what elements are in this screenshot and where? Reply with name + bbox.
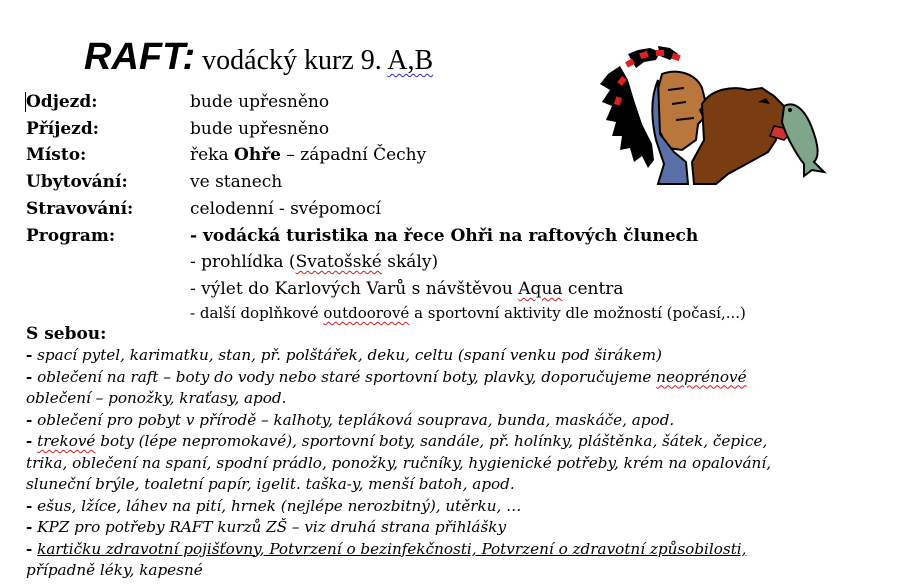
p2a: - prohlídka (: [190, 252, 296, 272]
info-label: Ubytování:: [26, 172, 128, 192]
sebou-list: [26, 345, 886, 582]
sebou-heading: S sebou:: [26, 324, 107, 344]
list-text: KPZ pro potřeby RAFT kurzů ZŠ – viz druhá strana přihlášky: [37, 518, 507, 536]
native-chief-bear-fish-logo-icon: [598, 44, 828, 190]
p4b: outdoorové: [323, 304, 410, 322]
list-text: ešus, lžíce, láhev na pití, hrnek (nejlépe nerozbitný), utěrku, …: [37, 496, 522, 515]
list-item-cont: [26, 388, 886, 410]
p2c: skály): [381, 252, 439, 272]
list-item: [26, 539, 886, 561]
list-item: [26, 410, 886, 432]
misto-pre: řeka: [190, 145, 235, 165]
info-value: bude upřesněno: [190, 92, 330, 112]
p3b: Aqua: [518, 279, 563, 299]
page-title: [84, 36, 433, 79]
bullet-dash: -: [26, 539, 33, 558]
p3a: - výlet do Karlových Varů s návštěvou: [190, 279, 519, 299]
title-rest-text: vodácký kurz 9.: [195, 45, 388, 76]
info-value: bude upřesněno: [190, 119, 330, 139]
info-value: [190, 145, 426, 165]
p4a: - další doplňkové: [190, 304, 324, 322]
list-text: oblečení na raft – boty do vody nebo staré sportovní boty, plavky, doporučujeme: [37, 367, 657, 386]
program-text: [190, 252, 438, 272]
list-text-underlined: kartičku zdravotní pojišťovny, Potvrzení o bezinfekčnosti, Potvrzení o zdravotní způsobilosti,: [37, 539, 747, 558]
p2b: Svatošské: [295, 252, 382, 272]
program-text: [190, 279, 624, 299]
list-text: případně léky, kapesné: [26, 561, 203, 579]
bullet-dash: -: [26, 496, 33, 515]
bullet-dash: -: [26, 410, 33, 429]
bullet-dash: -: [26, 367, 33, 386]
bullet-dash: -: [26, 518, 33, 536]
p3c: centra: [562, 279, 624, 299]
list-text: spací pytel, karimatku, stan, př. polštářek, deku, celtu (spaní venku pod širákem): [37, 346, 662, 364]
p4c: a sportovní aktivity dle možností (počasí,...): [409, 304, 746, 322]
list-item: [26, 496, 886, 518]
info-value: ve stanech: [190, 172, 283, 192]
list-text: boty (lépe nepromokavé), sportovní boty, sandále, př. holínky, pláštěnka, šátek, čepice,: [95, 432, 768, 450]
info-label: Program:: [26, 226, 116, 246]
misto-post: – západní Čechy: [280, 145, 427, 165]
info-label: Odjezd:: [26, 92, 98, 112]
title-rest: [195, 45, 433, 76]
info-label: Stravování:: [26, 199, 134, 219]
program-text: [190, 303, 746, 323]
list-text: oblečení – ponožky, kraťasy, apod.: [26, 389, 287, 407]
info-label: Příjezd:: [26, 119, 99, 139]
bullet-dash: -: [26, 432, 33, 450]
title-class: A,B: [387, 45, 434, 76]
list-item-cont: [26, 560, 886, 582]
list-item: [26, 345, 886, 367]
list-item: [26, 431, 886, 453]
list-item-cont: [26, 474, 886, 496]
list-text: sluneční brýle, toaletní papír, igelit. taška-y, menší batoh, apod.: [26, 475, 515, 493]
misto-river: Ohře: [234, 145, 281, 165]
list-item: [26, 517, 886, 539]
list-text: oblečení pro pobyt v přírodě – kalhoty, tepláková souprava, bunda, maskáče, apod.: [37, 410, 675, 429]
list-text: trika, oblečení na spaní, spodní prádlo, ponožky, ručníky, hygienické potřeby, krém na opalování,: [26, 453, 772, 472]
list-item-cont: [26, 453, 886, 475]
info-value: - vodácká turistika na řece Ohři na raftových člunech: [190, 226, 699, 246]
info-label: Místo:: [26, 145, 87, 165]
list-text-marked: trekové: [37, 432, 96, 450]
list-item: [26, 367, 886, 389]
bullet-dash: -: [26, 346, 33, 364]
info-value: celodenní - svépomocí: [190, 199, 381, 219]
list-text-marked: neoprénové: [656, 367, 747, 386]
title-raft: RAFT:: [84, 36, 196, 78]
